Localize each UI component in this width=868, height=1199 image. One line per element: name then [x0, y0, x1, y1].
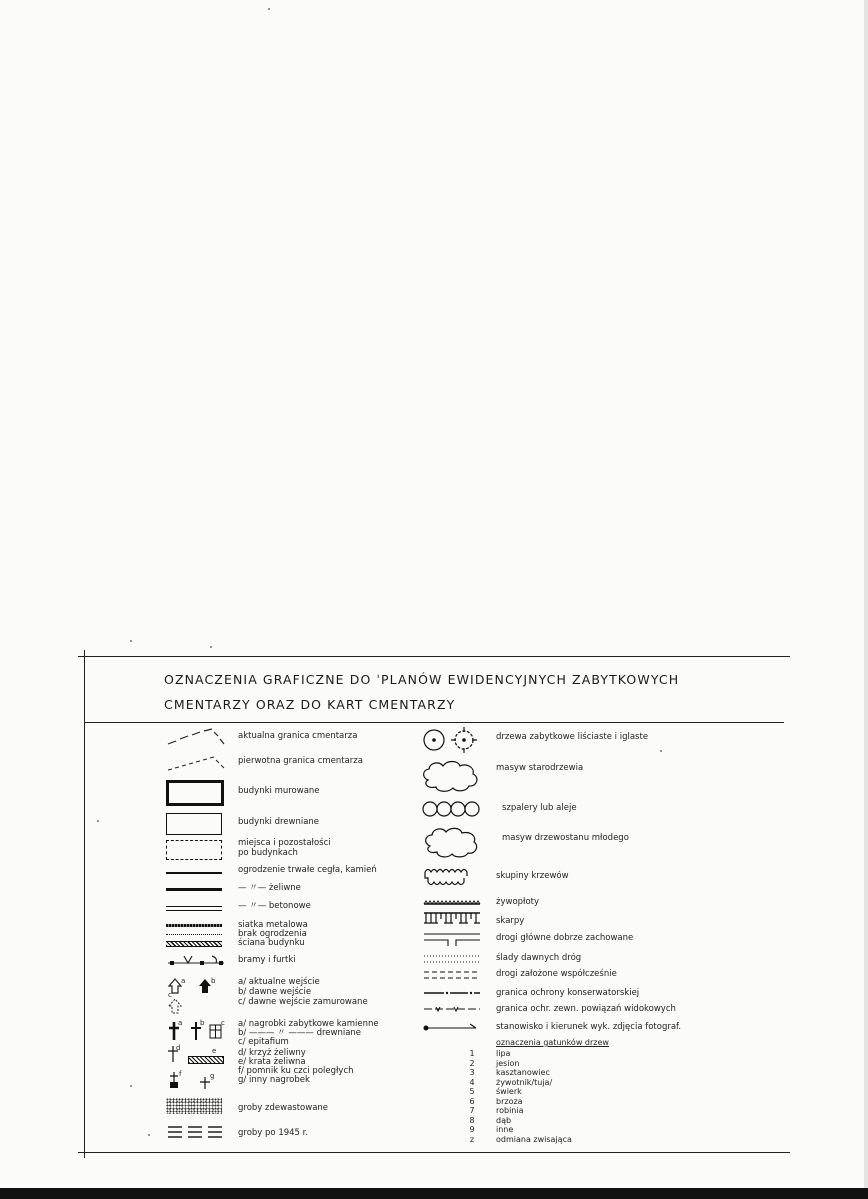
slopes-label: skarpy	[496, 916, 525, 926]
building-remains-symbol	[166, 840, 222, 860]
title-separator	[84, 722, 784, 723]
new-roads-label: drogi założone współcześnie	[496, 969, 617, 979]
original-boundary-label: pierwotna granica cmentarza	[238, 756, 363, 766]
monument-letter-c: c	[221, 1019, 225, 1027]
tree-rows-label: szpalery lub aleje	[502, 803, 577, 813]
old-roads-label: ślady dawnych dróg	[496, 953, 582, 963]
grating-letter-e: e	[212, 1047, 217, 1055]
monument-letter-b: b	[200, 1019, 205, 1027]
tree-name: żywotnik/tuja/	[496, 1077, 553, 1087]
cross-label-g: g/ inny nagrobek	[238, 1075, 310, 1085]
tree-code: 8	[469, 1115, 475, 1125]
tree-name: odmiana zwisająca	[496, 1134, 572, 1144]
tree-name: kasztanowiec	[496, 1068, 550, 1077]
cross-letter-d: d	[176, 1044, 181, 1052]
protection-zone-label: granica ochrony konserwatorskiej	[496, 988, 640, 998]
concrete-fence-label: — 〃— betonowe	[238, 901, 311, 911]
scan-speck	[268, 8, 270, 10]
tree-code: 5	[469, 1087, 475, 1096]
monument-letter-a: a	[178, 1019, 183, 1027]
concrete-fence-symbol	[166, 906, 222, 911]
tree-code: 1	[469, 1049, 475, 1058]
monument-label-a: a/ nagrobki zabytkowe kamienne	[238, 1019, 379, 1029]
post-1945-graves-symbol	[166, 1124, 226, 1142]
shrubs-label: skupiny krzewów	[496, 871, 569, 881]
tree-species-heading: oznaczenia gatunków drzew	[496, 1038, 609, 1047]
monument-label-b: b/ ——— 〃 ——— drewniane	[238, 1028, 362, 1038]
monument-label-c: c/ epitafium	[238, 1037, 289, 1047]
metal-mesh-symbol	[166, 924, 222, 927]
building-wall-symbol	[166, 941, 222, 947]
scan-speck	[210, 646, 212, 648]
tree-code: 2	[469, 1058, 475, 1068]
entrance-letter-c: c	[168, 991, 172, 999]
tree-code: 6	[469, 1096, 475, 1106]
tree-name: robinia	[496, 1106, 524, 1115]
brick-building-symbol	[166, 780, 224, 806]
tree-code: 4	[469, 1077, 475, 1087]
old-stand-symbol	[420, 758, 482, 794]
building-remains-label-2: po budynkach	[238, 848, 298, 858]
frame-bottom-line	[78, 1152, 790, 1153]
post-1945-graves-label: groby po 1945 r.	[238, 1128, 309, 1138]
tree-name: jesion	[496, 1058, 520, 1068]
old-roads-symbol	[422, 952, 482, 966]
memorial-letter-f: f	[179, 1070, 182, 1078]
original-boundary-symbol	[166, 753, 226, 773]
slopes-symbol	[422, 910, 482, 926]
tree-code: 7	[469, 1106, 475, 1115]
legend-sheet	[84, 650, 784, 1158]
metal-mesh-label: siatka metalowa	[238, 920, 308, 930]
no-fence-label: brak ogrodzenia	[238, 929, 307, 939]
entrance-label-c: c/ dawne wejście zamurowane	[238, 997, 368, 1007]
main-roads-label: drogi główne dobrze zachowane	[496, 933, 634, 943]
tree-name: dąb	[496, 1115, 512, 1125]
tree-name: lipa	[496, 1049, 511, 1058]
permanent-fence-symbol	[166, 872, 222, 874]
building-wall-label: ściana budynku	[238, 938, 305, 948]
entrance-letter-a: a	[181, 977, 186, 985]
entrance-label-a: a/ aktualne wejście	[238, 977, 320, 987]
tree-name: brzoza	[496, 1096, 523, 1106]
tree-name: świerk	[496, 1087, 522, 1096]
viewpoint-symbol	[422, 1022, 482, 1034]
devastated-graves-symbol	[166, 1098, 222, 1114]
entrance-letter-b: b	[211, 977, 216, 985]
devastated-graves-label: groby zdewastowane	[238, 1103, 329, 1113]
frame-top-line	[78, 656, 790, 657]
tree-code: 3	[469, 1068, 475, 1077]
shrubs-symbol	[422, 864, 482, 892]
gates-label: bramy i furtki	[238, 955, 296, 965]
spatial-links-label: granica ochr. zewn. powiązań widokowych	[496, 1004, 676, 1014]
main-roads-symbol	[422, 930, 482, 948]
hedges-symbol	[422, 898, 482, 908]
cast-iron-grating-symbol	[188, 1056, 224, 1064]
viewpoint-label: stanowisko i kierunek wyk. zdjęcia fotograf.	[496, 1022, 682, 1032]
title-line-2: CMENTARZY ORAZ DO KART CMENTARZY	[164, 697, 456, 712]
current-boundary-label: aktualna granica cmentarza	[238, 731, 358, 741]
tree-code: 9	[469, 1125, 475, 1134]
historic-trees-label: drzewa zabytkowe liściaste i iglaste	[496, 732, 649, 742]
tree-name: inne	[496, 1125, 514, 1134]
no-fence-symbol	[166, 934, 222, 935]
cast-iron-fence-label: — 〃— żeliwne	[238, 883, 301, 893]
tree-rows-symbol	[422, 800, 482, 818]
tree-code: z	[469, 1134, 475, 1144]
brick-buildings-label: budynki murowane	[238, 786, 320, 796]
permanent-fence-label: ogrodzenie trwałe cegła, kamień	[238, 865, 377, 875]
old-stand-label: masyw starodrzewia	[496, 763, 584, 773]
building-remains-label-1: miejsca i pozostałości	[238, 838, 331, 848]
new-roads-symbol	[422, 968, 482, 982]
wooden-building-symbol	[166, 813, 222, 835]
cast-iron-fence-symbol	[166, 888, 222, 891]
spatial-links-symbol	[422, 1004, 482, 1014]
entrance-label-b: b/ dawne wejście	[238, 987, 312, 997]
young-stand-label: masyw drzewostanu młodego	[502, 833, 629, 843]
scan-bottom-edge	[0, 1188, 868, 1199]
wooden-buildings-label: budynki drewniane	[238, 817, 320, 827]
hedges-label: żywopłoty	[496, 897, 540, 907]
scan-speck	[130, 640, 132, 642]
gates-symbol	[166, 952, 226, 968]
cross-label-d: d/ krzyż żeliwny	[238, 1048, 306, 1058]
historic-trees-symbol	[422, 726, 482, 754]
frame-left-line	[84, 650, 85, 1158]
title-line-1: OZNACZENIA GRAFICZNE DO ˈPLANÓW EWIDENCYJNYCH ZABYTKOWYCH	[164, 672, 680, 687]
grave-letter-g: g	[210, 1072, 215, 1080]
page-edge-shadow	[864, 0, 868, 1199]
young-stand-symbol	[422, 824, 482, 860]
cross-label-e: e/ krata żeliwna	[238, 1057, 306, 1067]
cross-label-f: f/ pomnik ku czci poległych	[238, 1066, 354, 1076]
current-boundary-symbol	[166, 726, 226, 748]
protection-zone-symbol	[422, 988, 482, 998]
